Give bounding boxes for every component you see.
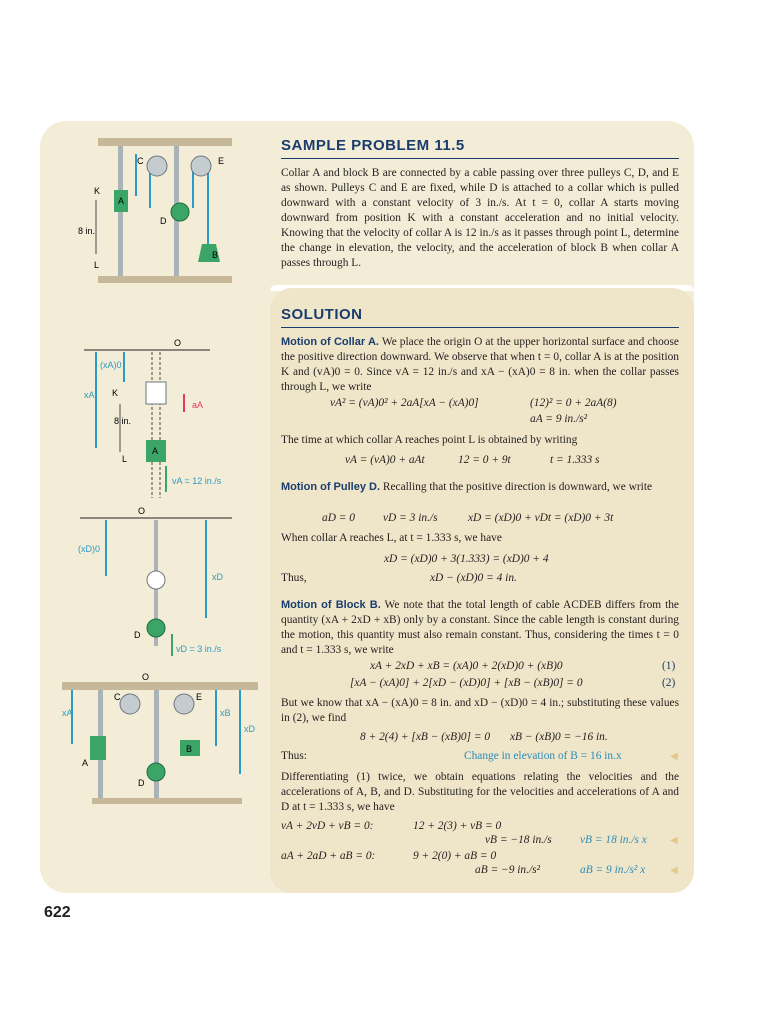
fig2-label-o: O — [174, 338, 182, 348]
pulley-d-initial — [147, 571, 165, 589]
fig1-label-e: E — [218, 156, 225, 166]
eq1b: (12)² = 0 + 2aA(8) — [530, 397, 617, 409]
block-title: Motion of Block B. — [281, 599, 381, 611]
eq4: xD = (xD)0 + 3(1.333) = (xD)0 + 4 — [384, 553, 549, 565]
figure-1-pulley-system — [78, 134, 278, 294]
solution-heading: SOLUTION — [281, 306, 363, 323]
pulley-title: Motion of Pulley D. — [281, 481, 380, 493]
fig2-distance: 8 in. — [114, 416, 132, 426]
fig3-label-xd: xD — [212, 572, 223, 582]
fig4-label-b: B — [186, 744, 193, 754]
fig2-label-aa: aA — [192, 400, 204, 410]
answer-acceleration: aB = 9 in./s² x — [580, 864, 646, 876]
thus-1: Thus, — [281, 572, 307, 584]
fig3-label-o: O — [138, 506, 146, 516]
collar-a-4 — [90, 736, 106, 760]
eq3b: vD = 3 in./s — [383, 512, 438, 524]
eq8a: 8 + 2(4) + [xB − (xB)0] = 0 — [360, 731, 491, 743]
time-text: The time at which collar A reaches point L is obtained by writing — [281, 434, 578, 446]
pulley-d-final — [147, 619, 165, 637]
know-text: But we know that xA − (xA)0 = 8 in. and xD − (xD)0 = 4 in.; substituting these values in (2), we find — [281, 697, 679, 724]
eq6: xA + 2xD + xB = (xA)0 + 2(xD)0 + (xB)0 — [370, 660, 563, 672]
collar-title: Motion of Collar A. — [281, 336, 379, 348]
answer-elevation: Change in elevation of B = 16 in.x — [464, 750, 622, 762]
pulley-d-4 — [147, 763, 165, 781]
figure-2-collar-motion — [76, 338, 276, 498]
pulley-text: Recalling that the positive direction is downward, we write — [382, 481, 653, 493]
page-number: 622 — [44, 904, 71, 921]
solution-rule — [281, 327, 679, 328]
fig4-label-d: D — [138, 778, 145, 788]
pulley-d — [171, 203, 189, 221]
thus-2: Thus: — [281, 750, 307, 762]
collar-a-initial — [146, 382, 166, 404]
eq10b: 9 + 2(0) + aB = 0 — [413, 850, 497, 862]
ceiling-4 — [62, 682, 258, 690]
fig4-label-xb: xB — [220, 708, 231, 718]
eq2a: vA = (vA)0 + aAt — [345, 454, 425, 466]
eq2c: t = 1.333 s — [550, 454, 600, 466]
collar-paragraph — [281, 335, 679, 395]
eq2b: 12 = 0 + 9t — [458, 454, 511, 466]
fig4-label-e: E — [196, 692, 203, 702]
eq10c: aB = −9 in./s² — [475, 864, 540, 876]
fig2-label-a: A — [152, 446, 159, 456]
fig2-label-xa0: (xA)0 — [100, 360, 122, 370]
eq9b: 12 + 2(3) + vB = 0 — [413, 820, 502, 832]
eq10a: aA + 2aD + aB = 0: — [281, 850, 376, 862]
fig1-label-l: L — [94, 260, 100, 270]
fig1-label-k: K — [94, 186, 101, 196]
answer-marker-3: ◀ — [670, 865, 678, 876]
fig3-label-vd: vD = 3 in./s — [176, 644, 222, 654]
fig2-label-k: K — [112, 388, 119, 398]
sample-heading: SAMPLE PROBLEM 11.5 — [281, 137, 465, 154]
fig3-label-d: D — [134, 630, 141, 640]
fig4-label-xa: xA — [62, 708, 73, 718]
eq1a: vA² = (vA)0² + 2aA[xA − (xA)0] — [330, 397, 479, 409]
fig2-label-xa: xA — [84, 390, 95, 400]
pulley-paragraph — [281, 480, 679, 495]
figure-4-block-motion — [62, 674, 262, 824]
fig1-label-a: A — [118, 196, 125, 206]
answer-marker-2: ◀ — [670, 835, 678, 846]
block-text: We note that the total length of cable ACDEB differs from the quantity (xA + 2xD + xB) only by a constant. Since the cable length is constant during the motion, this quantity must also remain constant. Thus, considering the times t = 0 and t = 1.333 s, we write — [281, 599, 679, 656]
heading-rule — [281, 158, 679, 159]
eq9a: vA + 2vD + vB = 0: — [281, 820, 374, 832]
fig1-label-b: B — [212, 250, 219, 260]
ceiling — [98, 138, 232, 146]
figure-3-pulley-motion — [76, 506, 276, 666]
fig4-label-a: A — [82, 758, 89, 768]
problem-statement: Collar A and block B are connected by a cable passing over three pulleys C, D, and E as shown. Pulleys C and E are fixed, while D is attached to a collar which is pulled downward with a constant velocity of 3 in./s. At t = 0, collar A starts moving downward from position K with a constant acceleration and no initial velocity. Knowing that the velocity of collar A is 12 in./s as it passes through point L, determine the change in elevation, the velocity, and the acceleration of block B when collar A passes through L. — [281, 167, 679, 269]
eq3a: aD = 0 — [322, 512, 355, 524]
pulley-e-4 — [174, 694, 194, 714]
pulley-c-4 — [120, 694, 140, 714]
diff-text: Differentiating (1) twice, we obtain equations relating the velocities and the accelerations of A, B, and D. Substituting for the velocities and accelerations of A and D at t = 1.333 s, we have — [281, 771, 679, 813]
eq7: [xA − (xA)0] + 2[xD − (xD)0] + [xB − (xB)0] = 0 — [350, 677, 583, 689]
pulley-c — [147, 156, 167, 176]
answer-velocity: vB = 18 in./s x — [580, 834, 647, 846]
fig2-label-va: vA = 12 in./s — [172, 476, 222, 486]
fig4-label-xd: xD — [244, 724, 255, 734]
fig1-distance: 8 in. — [78, 226, 96, 236]
fig4-label-o: O — [142, 672, 150, 682]
fig1-label-d: D — [160, 216, 167, 226]
floor — [98, 276, 232, 283]
collar-text: We place the origin O at the upper horizontal surface and choose the positive direction downward. We observe that when t = 0, collar A is at the position K and (vA)0 = 0. Since vA = 12 in./s and xA − (xA)0 = 8 in. when the collar passes through L, we write — [281, 336, 679, 393]
fig1-label-c: C — [137, 156, 144, 166]
when-text: When collar A reaches L, at t = 1.333 s, we have — [281, 532, 502, 544]
eq6-number: (1) — [662, 660, 676, 672]
eq7-number: (2) — [662, 677, 676, 689]
block-paragraph — [281, 598, 679, 658]
floor-4 — [92, 798, 242, 804]
fig3-label-xd0: (xD)0 — [78, 544, 100, 554]
fig4-label-c: C — [114, 692, 121, 702]
pulley-e — [191, 156, 211, 176]
answer-marker-1: ◀ — [670, 751, 678, 762]
fig2-label-l: L — [122, 454, 128, 464]
eq8b: xB − (xB)0 = −16 in. — [510, 731, 608, 743]
eq3c: xD = (xD)0 + vDt = (xD)0 + 3t — [468, 512, 614, 524]
eq5: xD − (xD)0 = 4 in. — [430, 572, 517, 584]
eq1c: aA = 9 in./s² — [530, 413, 588, 425]
eq9c: vB = −18 in./s — [485, 834, 552, 846]
